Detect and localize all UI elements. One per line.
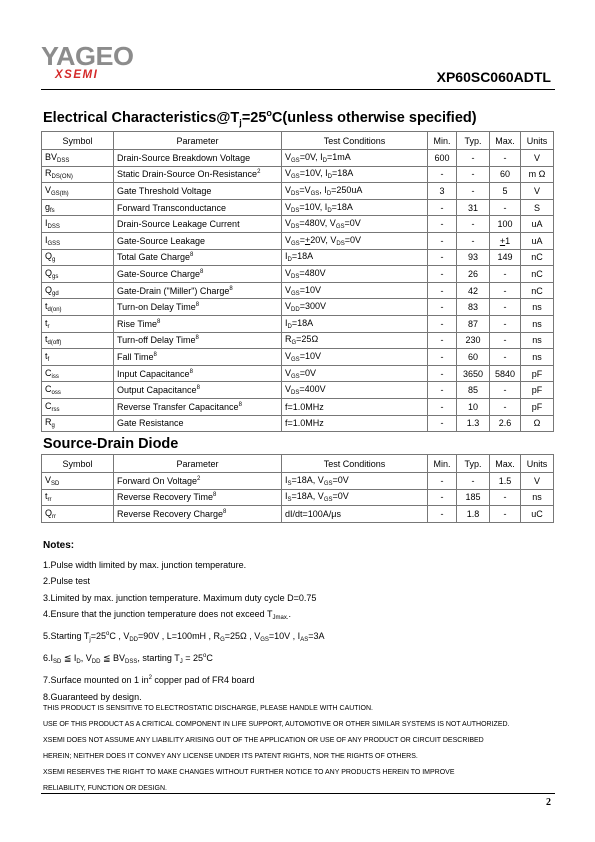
column-header: Parameter bbox=[114, 455, 282, 473]
condition-cell: $I_S=18A$, $V_{GS}=0V$ bbox=[282, 489, 428, 506]
condition-cell: $V_{DD}=300V$ bbox=[282, 299, 428, 316]
max-cell: 1.5 bbox=[490, 473, 521, 490]
parameter-cell: Drain-Source Leakage Current bbox=[114, 216, 282, 233]
unit-cell: V bbox=[521, 183, 554, 200]
column-header: Parameter bbox=[114, 132, 282, 150]
typ-cell: 87 bbox=[457, 315, 490, 332]
table-row bbox=[42, 349, 554, 366]
disclaimer-line: HEREIN; NEITHER DOES IT CONVEY ANY LICENSE UNDER ITS PATENT RIGHTS, NOR THE RIGHTS OF OTHERS. bbox=[43, 752, 418, 760]
min-cell: - bbox=[428, 282, 457, 299]
section-title-diode: Source-Drain Diode bbox=[43, 436, 179, 452]
max-cell: - bbox=[490, 315, 521, 332]
parameter-cell: Output Capacitance$^8$ bbox=[114, 382, 282, 399]
disclaimer-line: THIS PRODUCT IS SENSITIVE TO ELECTROSTATIC DISCHARGE, PLEASE HANDLE WITH CAUTION. bbox=[43, 705, 373, 712]
electrical-header-row bbox=[42, 132, 554, 150]
unit-cell: S bbox=[521, 199, 554, 216]
parameter-cell: Reverse Transfer Capacitance$^8$ bbox=[114, 398, 282, 415]
table-row bbox=[42, 232, 554, 249]
max-cell: 2.6 bbox=[490, 415, 521, 432]
parameter-cell: Forward On Voltage$^2$ bbox=[114, 473, 282, 490]
min-cell: - bbox=[428, 489, 457, 506]
symbol-cell: $t_{rr}$ bbox=[42, 489, 114, 506]
column-header: Symbol bbox=[42, 132, 114, 150]
symbol-cell: $R_{DS(ON)}$ bbox=[42, 166, 114, 183]
column-header: Typ. bbox=[457, 132, 490, 150]
column-header: Typ. bbox=[457, 455, 490, 473]
symbol-cell: $t_f$ bbox=[42, 349, 114, 366]
table-row bbox=[42, 282, 554, 299]
company-logo bbox=[41, 44, 153, 81]
table-row bbox=[42, 506, 554, 523]
typ-cell: 1.3 bbox=[457, 415, 490, 432]
parameter-cell: Gate Resistance bbox=[114, 415, 282, 432]
min-cell: - bbox=[428, 415, 457, 432]
typ-cell: 3650 bbox=[457, 365, 490, 382]
parameter-cell: Gate-Source Charge$^8$ bbox=[114, 266, 282, 283]
typ-cell: - bbox=[457, 183, 490, 200]
unit-cell: nC bbox=[521, 249, 554, 266]
max-cell: 100 bbox=[490, 216, 521, 233]
max-cell: - bbox=[490, 489, 521, 506]
disclaimer-line: RELIABILITY, FUNCTION OR DESIGN. bbox=[43, 784, 167, 792]
min-cell: 600 bbox=[428, 150, 457, 167]
table-row bbox=[42, 150, 554, 167]
parameter-cell: Fall Time$^8$ bbox=[114, 349, 282, 366]
typ-cell: - bbox=[457, 150, 490, 167]
unit-cell: uA bbox=[521, 216, 554, 233]
condition-cell: $V_{DS}=480V$, $V_{GS}=0V$ bbox=[282, 216, 428, 233]
typ-cell: 1.8 bbox=[457, 506, 490, 523]
symbol-cell: $C_{oss}$ bbox=[42, 382, 114, 399]
unit-cell: pF bbox=[521, 382, 554, 399]
notes-section bbox=[43, 538, 324, 705]
condition-cell: $V_{DS}=480V$ bbox=[282, 266, 428, 283]
parameter-cell: Static Drain-Source On-Resistance$^2$ bbox=[114, 166, 282, 183]
note-item: 7.Surface mounted on 1 $in^2$ copper pad of FR4 board bbox=[43, 675, 255, 686]
table-row bbox=[42, 183, 554, 200]
note-item: 5.Starting $T_j=25^oC$ , $V_{DD}=90V$ , L=100mH , $R_G=25\Omega$ , $V_{GS}=10V$ , $I_{AS}=3A$ bbox=[43, 631, 325, 644]
unit-cell: uC bbox=[521, 506, 554, 523]
parameter-cell: Drain-Source Breakdown Voltage bbox=[114, 150, 282, 167]
unit-cell: uA bbox=[521, 232, 554, 249]
typ-cell: - bbox=[457, 166, 490, 183]
typ-cell: 230 bbox=[457, 332, 490, 349]
max-cell: - bbox=[490, 506, 521, 523]
min-cell: - bbox=[428, 349, 457, 366]
header-divider bbox=[41, 89, 555, 90]
condition-cell: dI/dt=100A/μs bbox=[282, 506, 428, 523]
typ-cell: 93 bbox=[457, 249, 490, 266]
symbol-cell: $I_{DSS}$ bbox=[42, 216, 114, 233]
typ-cell: 60 bbox=[457, 349, 490, 366]
unit-cell: pF bbox=[521, 365, 554, 382]
column-header: Symbol bbox=[42, 455, 114, 473]
column-header: Units bbox=[521, 132, 554, 150]
section-title-electrical: Electrical $Characteristics@T_j=25^oC(unless$ otherwise specified) bbox=[43, 108, 477, 128]
part-number: XP60SC060ADTL bbox=[436, 69, 551, 85]
parameter-cell: Gate Threshold Voltage bbox=[114, 183, 282, 200]
parameter-cell: Input Capacitance$^8$ bbox=[114, 365, 282, 382]
table-row bbox=[42, 398, 554, 415]
parameter-cell: Rise Time$^8$ bbox=[114, 315, 282, 332]
parameter-cell: Turn-off Delay Time$^8$ bbox=[114, 332, 282, 349]
min-cell: - bbox=[428, 199, 457, 216]
max-cell: 5 bbox=[490, 183, 521, 200]
min-cell: - bbox=[428, 365, 457, 382]
unit-cell: V bbox=[521, 150, 554, 167]
condition-cell: $V_{GS}=10V$ bbox=[282, 282, 428, 299]
parameter-cell: Reverse Recovery Time$^8$ bbox=[114, 489, 282, 506]
unit-cell: m Ω bbox=[521, 166, 554, 183]
max-cell: - bbox=[490, 398, 521, 415]
unit-cell: nC bbox=[521, 266, 554, 283]
condition-cell: $V_{GS}=0V$, $I_D=1mA$ bbox=[282, 150, 428, 167]
parameter-cell: Total Gate Charge$^8$ bbox=[114, 249, 282, 266]
typ-cell: 26 bbox=[457, 266, 490, 283]
table-row bbox=[42, 299, 554, 316]
min-cell: - bbox=[428, 249, 457, 266]
note-item: $6.I_{SD}$ ≦ $I_D$, $V_{DD}$ ≦ $BV_{DSS}$, starting $T_J = 25^oC$ bbox=[43, 653, 213, 666]
min-cell: 3 bbox=[428, 183, 457, 200]
condition-cell: $I_D=18A$ bbox=[282, 315, 428, 332]
logo-brand: YAGEO bbox=[41, 42, 134, 71]
diode-header-row bbox=[42, 455, 554, 473]
min-cell: - bbox=[428, 166, 457, 183]
condition-cell: $V_{DS}=V_{GS}$, $I_D=250uA$ bbox=[282, 183, 428, 200]
column-header: Max. bbox=[490, 132, 521, 150]
table-row bbox=[42, 473, 554, 490]
table-row bbox=[42, 249, 554, 266]
symbol-cell: $I_{GSS}$ bbox=[42, 232, 114, 249]
max-cell: 60 bbox=[490, 166, 521, 183]
table-row bbox=[42, 315, 554, 332]
max-cell: - bbox=[490, 349, 521, 366]
symbol-cell: $BV_{DSS}$ bbox=[42, 150, 114, 167]
typ-cell: - bbox=[457, 216, 490, 233]
typ-cell: - bbox=[457, 232, 490, 249]
unit-cell: ns bbox=[521, 489, 554, 506]
condition-cell: $V_{DS}=10V$, $I_D=18A$ bbox=[282, 199, 428, 216]
symbol-cell: $t_{d(on)}$ bbox=[42, 299, 114, 316]
symbol-cell: $V_{SD}$ bbox=[42, 473, 114, 490]
unit-cell: V bbox=[521, 473, 554, 490]
electrical-characteristics-table bbox=[41, 131, 554, 432]
typ-cell: 31 bbox=[457, 199, 490, 216]
condition-cell: $V_{DS}=400V$ bbox=[282, 382, 428, 399]
symbol-cell: $t_r$ bbox=[42, 315, 114, 332]
min-cell: - bbox=[428, 266, 457, 283]
symbol-cell: $Q_g$ bbox=[42, 249, 114, 266]
condition-cell: $R_G=25\Omega$ bbox=[282, 332, 428, 349]
max-cell: 149 bbox=[490, 249, 521, 266]
symbol-cell: $R_g$ bbox=[42, 415, 114, 432]
condition-cell: $V_{GS}=10V$ bbox=[282, 349, 428, 366]
symbol-cell: $Q_{gs}$ bbox=[42, 266, 114, 283]
table-row bbox=[42, 489, 554, 506]
condition-cell: $V_{GS}=10V$, $I_D=18A$ bbox=[282, 166, 428, 183]
logo-sub: XSEMI bbox=[55, 69, 99, 81]
min-cell: - bbox=[428, 216, 457, 233]
unit-cell: Ω bbox=[521, 415, 554, 432]
max-cell: - bbox=[490, 332, 521, 349]
typ-cell: 42 bbox=[457, 282, 490, 299]
condition-cell: $I_D=18A$ bbox=[282, 249, 428, 266]
typ-cell: 10 bbox=[457, 398, 490, 415]
table-row bbox=[42, 166, 554, 183]
parameter-cell: Gate-Source Leakage bbox=[114, 232, 282, 249]
note-item: 8.Guaranteed by design. bbox=[43, 691, 142, 702]
typ-cell: - bbox=[457, 473, 490, 490]
note-item: 3.Limited by max. junction temperature. Maximum duty cycle D=0.75 bbox=[43, 592, 317, 603]
min-cell: - bbox=[428, 506, 457, 523]
symbol-cell: $C_{iss}$ bbox=[42, 365, 114, 382]
note-item: 2.Pulse test bbox=[43, 576, 91, 587]
symbol-cell: $V_{GS(th)}$ bbox=[42, 183, 114, 200]
table-row bbox=[42, 415, 554, 432]
min-cell: - bbox=[428, 315, 457, 332]
min-cell: - bbox=[428, 382, 457, 399]
disclaimer bbox=[43, 701, 558, 796]
min-cell: - bbox=[428, 398, 457, 415]
min-cell: - bbox=[428, 299, 457, 316]
parameter-cell: Gate-Drain ("Miller") Charge$^8$ bbox=[114, 282, 282, 299]
column-header: Units bbox=[521, 455, 554, 473]
notes-title: Notes: bbox=[43, 540, 75, 551]
table-row bbox=[42, 332, 554, 349]
symbol-cell: $Q_{rr}$ bbox=[42, 506, 114, 523]
disclaimer-line: USE OF THIS PRODUCT AS A CRITICAL COMPONENT IN LIFE SUPPORT, AUTOMOTIVE OR OTHER SIMILAR SYSTEMS IS NOT AUTHORIZED. bbox=[43, 720, 510, 728]
column-header: Min. bbox=[428, 132, 457, 150]
symbol-cell: $Q_{gd}$ bbox=[42, 282, 114, 299]
typ-cell: 185 bbox=[457, 489, 490, 506]
source-drain-diode-table bbox=[41, 454, 554, 523]
table-row bbox=[42, 365, 554, 382]
column-header: Min. bbox=[428, 455, 457, 473]
max-cell: 5840 bbox=[490, 365, 521, 382]
symbol-cell: $C_{rss}$ bbox=[42, 398, 114, 415]
column-header: Test Conditions bbox=[282, 132, 428, 150]
note-item: 4.Ensure that the junction temperature does not exceed $T_{Jmax.}$. bbox=[43, 608, 292, 621]
disclaimer-line: XSEMI RESERVES THE RIGHT TO MAKE CHANGES WITHOUT FURTHER NOTICE TO ANY PRODUCTS HEREIN TO IMPROVE bbox=[43, 768, 455, 776]
condition-cell: $V_{GS}=+20V$, $V_{DS}=0V$ bbox=[282, 232, 428, 249]
unit-cell: ns bbox=[521, 332, 554, 349]
parameter-cell: Reverse Recovery Charge$^8$ bbox=[114, 506, 282, 523]
min-cell: - bbox=[428, 232, 457, 249]
table-row bbox=[42, 382, 554, 399]
max-cell: - bbox=[490, 199, 521, 216]
max-cell: - bbox=[490, 282, 521, 299]
max-cell: - bbox=[490, 299, 521, 316]
typ-cell: 83 bbox=[457, 299, 490, 316]
parameter-cell: Turn-on Delay Time$^8$ bbox=[114, 299, 282, 316]
max-cell: - bbox=[490, 266, 521, 283]
page-number: 2 bbox=[546, 797, 551, 808]
unit-cell: ns bbox=[521, 349, 554, 366]
symbol-cell: $t_{d(off)}$ bbox=[42, 332, 114, 349]
condition-cell: f=1.0MHz bbox=[282, 398, 428, 415]
note-item: 1.Pulse width limited by max. junction temperature. bbox=[43, 560, 247, 571]
column-header: Max. bbox=[490, 455, 521, 473]
disclaimer-line: XSEMI DOES NOT ASSUME ANY LIABILITY ARISING OUT OF THE APPLICATION OR USE OF ANY PRODUCT OR CIRCUIT DESCRIBED bbox=[43, 736, 484, 744]
condition-cell: f=1.0MHz bbox=[282, 415, 428, 432]
max-cell: - bbox=[490, 382, 521, 399]
unit-cell: nC bbox=[521, 282, 554, 299]
unit-cell: ns bbox=[521, 315, 554, 332]
symbol-cell: $g_{fs}$ bbox=[42, 199, 114, 216]
min-cell: - bbox=[428, 473, 457, 490]
unit-cell: ns bbox=[521, 299, 554, 316]
table-row bbox=[42, 216, 554, 233]
table-row bbox=[42, 199, 554, 216]
typ-cell: 85 bbox=[457, 382, 490, 399]
footer-divider bbox=[41, 793, 555, 794]
condition-cell: $I_S=18A$, $V_{GS}=0V$ bbox=[282, 473, 428, 490]
column-header: Test Conditions bbox=[282, 455, 428, 473]
parameter-cell: Forward Transconductance bbox=[114, 199, 282, 216]
unit-cell: pF bbox=[521, 398, 554, 415]
condition-cell: $V_{GS}=0V$ bbox=[282, 365, 428, 382]
table-row bbox=[42, 266, 554, 283]
min-cell: - bbox=[428, 332, 457, 349]
max-cell: +1 bbox=[490, 232, 521, 249]
max-cell: - bbox=[490, 150, 521, 167]
